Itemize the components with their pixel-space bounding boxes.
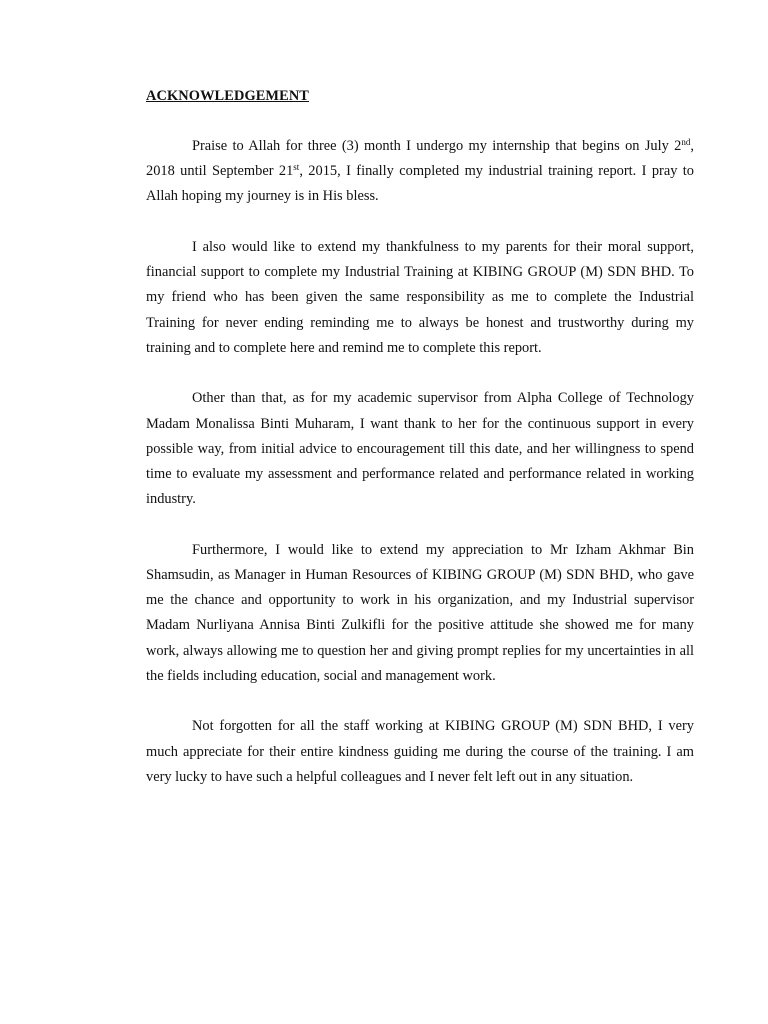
paragraph-5: Not forgotten for all the staff working at KIBING GROUP (M) SDN BHD, I very much appreciate for their entire kindness guiding me during the course of the training. I am very lucky to have such a helpful colleagues and I never felt left out in any situation.: [146, 718, 694, 785]
paragraph-3: Other than that, as for my academic supervisor from Alpha College of Technology Madam Monalissa Binti Muharam, I want thank to her for the continuous support in every possible way, from initial advice to encouragement till this date, and her willingness to spend time to evaluate my assessment and performance related and performance related in working industry.: [146, 390, 694, 508]
superscript-st: st: [293, 162, 300, 173]
paragraph-1: [146, 134, 694, 210]
paragraph-1-text-b: , 2018 until September 21: [146, 138, 694, 180]
document-body: [146, 84, 694, 815]
superscript-nd: nd: [681, 137, 691, 147]
paragraph-4: Furthermore, I would like to extend my appreciation to Mr Izham Akhmar Bin Shamsudin, as Manager in Human Resources of KIBING GROUP (M) SDN BHD, who gave me the chance and opportunity to work in his organization, and my Industrial supervisor Madam Nurliyana Annisa Binti Zulkifli for the positive attitude she showed me for many work, always allowing me to question her and giving prompt replies for my uncertainties in all the fields including education, social and management work.: [146, 541, 694, 684]
paragraph-2: I also would like to extend my thankfulness to my parents for their moral support, financial support to complete my Industrial Training at KIBING GROUP (M) SDN BHD. To my friend who has been given the same responsibility as me to complete the Industrial Training for never ending reminding me to always be honest and trustworthy during my training and to complete here and remind me to complete this report.: [146, 239, 694, 356]
page-title: ACKNOWLEDGEMENT: [146, 88, 310, 104]
paragraph-1-text-a: Praise to Allah for three (3) month I undergo my internship that begins on July 2: [192, 138, 682, 154]
paragraph-1-text-c: , 2015, I finally completed my industrial training report. I pray to Allah hoping my journey is in His bless.: [146, 163, 694, 205]
